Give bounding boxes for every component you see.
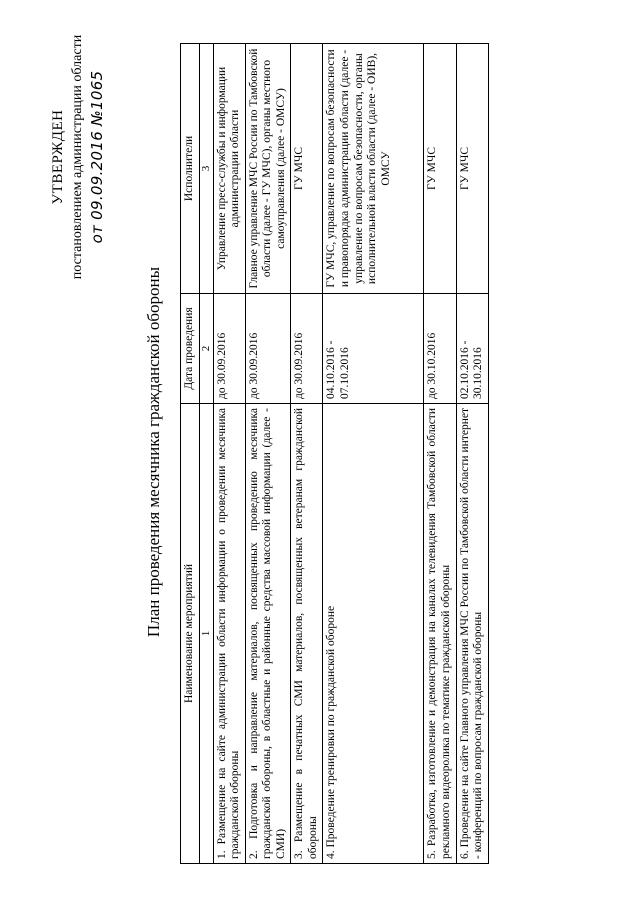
row-executors: ГУ МЧС [456, 44, 488, 294]
table-row [213, 44, 245, 864]
header-date: Дата проведения [181, 294, 200, 404]
approval-line: постановлением администрации области [70, 34, 85, 280]
row-name: 2. Подготовка и направление материалов, посвященных проведению месячника гражданской обороны, в областные и районные средства массовой информации (далее - СМИ) [245, 404, 291, 864]
approval-stamp-block [50, 12, 106, 302]
row-date: до 30.09.2016 [245, 294, 291, 404]
row-name: 1. Размещение на сайте администрации области информации о проведении месячника гражданской обороны [213, 404, 245, 864]
plan-title: План проведения месячника гражданской обороны [144, 266, 163, 638]
row-executors: ГУ МЧС, управление по вопросам безопасности и правопорядка администрации области (далее - управление по вопросам безопасности, органы исполнительной власти области (далее - ОИВ), ОМСУ [323, 44, 424, 294]
table-row [245, 44, 291, 864]
row-date: 02.10.2016 - 30.10.2016 [456, 294, 488, 404]
row-executors: ГУ МЧС [291, 44, 323, 294]
row-executors: Управление пресс-службы и информации администрации области [213, 44, 245, 294]
table-header-row [181, 44, 200, 864]
column-number: 3 [199, 44, 213, 294]
header-executors: Исполнители [181, 44, 200, 294]
row-date: до 30.10.2016 [424, 294, 456, 404]
row-executors: Главное управление МЧС России по Тамбовской области (далее - ГУ МЧС), органы местного самоуправления (далее - ОМСУ) [245, 44, 291, 294]
plan-table [180, 43, 489, 864]
header-name: Наименование мероприятий [181, 404, 200, 864]
row-name: 5. Разработка, изготовление и демонстрация на каналах телевидения Тамбовской области рекламного видеоролика по тематике гражданской обороны [424, 404, 456, 864]
row-executors: ГУ МЧС [424, 44, 456, 294]
column-number: 1 [199, 404, 213, 864]
row-date: до 30.09.2016 [291, 294, 323, 404]
table-row [424, 44, 456, 864]
row-date: 04.10.2016 - 07.10.2016 [323, 294, 424, 404]
row-name: 4. Проведение тренировки по гражданской обороне [323, 404, 424, 864]
approval-handwritten-date: от 09.09.2016 №1065 [88, 70, 106, 244]
column-number: 2 [199, 294, 213, 404]
table-row [456, 44, 488, 864]
row-name: 6. Проведение на сайте Главного управления МЧС России по Тамбовской области интернет - конференций по вопросам гражданской обороны [456, 404, 488, 864]
row-name: 3. Размещение в печатных СМИ материалов, посвященных ветеранам гражданской обороны [291, 404, 323, 864]
table-row [323, 44, 424, 864]
row-date: до 30.09.2016 [213, 294, 245, 404]
table-row [291, 44, 323, 864]
document-page [20, 12, 620, 892]
table-column-numbers-row [199, 44, 213, 864]
approval-heading: УТВЕРЖДЕН [50, 109, 66, 205]
